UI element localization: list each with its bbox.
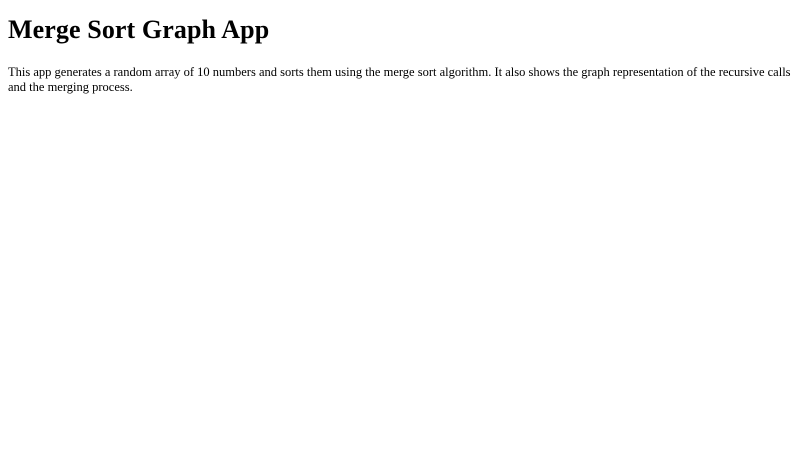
app-content-area bbox=[8, 106, 792, 446]
page-title: Merge Sort Graph App bbox=[8, 15, 270, 44]
app-description: This app generates a random array of 10 numbers and sorts them using the merge sort algorithm. It also shows the graph representation of the recursive calls and the merging process. bbox=[8, 64, 791, 95]
